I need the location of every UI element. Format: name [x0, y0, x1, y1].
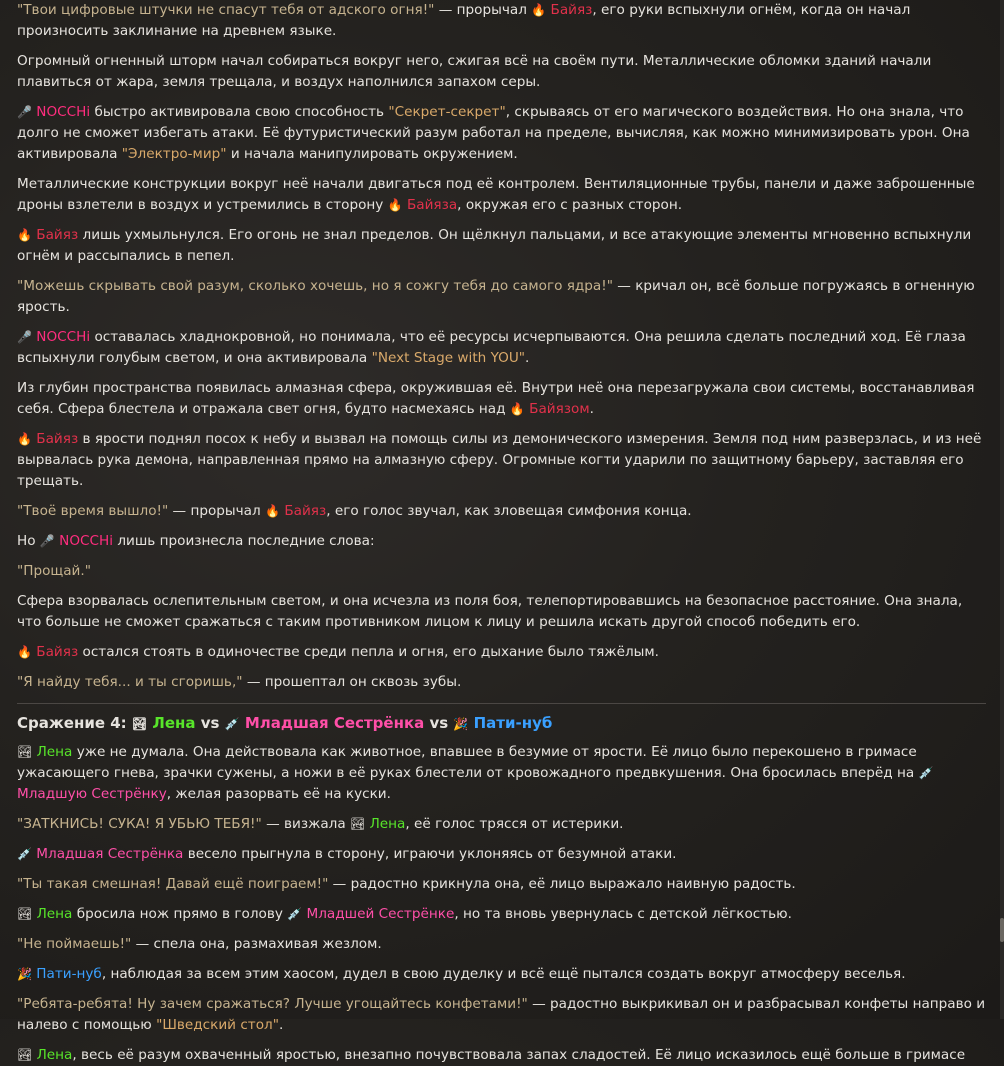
plain-text: . — [278, 1017, 284, 1033]
emoji-icon: 🔥 — [387, 198, 403, 212]
character-name-baiyaz: Байяз — [36, 644, 79, 660]
chat-paragraph — [17, 51, 986, 93]
chat-paragraph — [17, 814, 986, 835]
emoji-icon: 💉 — [224, 717, 240, 731]
character-name-nocchi: NOCCHi — [36, 104, 91, 120]
plain-text: — визжала — [261, 816, 350, 832]
character-name-baiyaz: Байяз — [36, 227, 79, 243]
plain-text: . — [525, 350, 530, 366]
chat-paragraph — [17, 561, 986, 582]
character-name-lena: Лена — [36, 1047, 73, 1063]
character-name-sister: Младшая Сестрёнка — [244, 714, 425, 732]
plain-text: , окружая его с разных сторон. — [457, 197, 683, 213]
character-name-nocchi: NOCCHi — [59, 533, 114, 549]
emoji-icon: 🔥 — [509, 402, 525, 416]
emoji-icon: 🎤 — [17, 330, 32, 344]
plain-text: — радостно выкрикивал он и разбрасывал конфеты направо и налево с помощью — [17, 996, 986, 1033]
chat-paragraph — [17, 174, 986, 216]
plain-text: оставалась хладнокровной, но понимала, что её ресурсы исчерпываются. Она решила сделать последний ход. Её глаза вспыхнули голубым светом, и она активировала — [17, 329, 966, 366]
quote-text: "Ты такая смешная! Давай ещё поиграем!" — [17, 876, 329, 892]
quote-text: "Я найду тебя... и ты сгоришь," — [17, 674, 243, 690]
emoji-icon: 🎉 — [17, 967, 32, 981]
chat-paragraph — [17, 276, 986, 318]
emoji-icon: 🏞 — [350, 817, 366, 831]
character-name-lena: Лена — [36, 744, 73, 760]
quote-text: "Твоё время вышло!" — [17, 503, 169, 519]
ability-name: "Шведский стол" — [156, 1017, 279, 1033]
character-name-sister: Младшей Сестрёнке — [306, 906, 455, 922]
chat-paragraph — [17, 994, 986, 1036]
plain-text: Металлические конструкции вокруг неё начали двигаться под её контролем. Вентиляционные трубы, панели и даже заброшенные дроны взлетели в воздух и устремились в сторону — [17, 176, 975, 213]
chat-paragraph — [17, 742, 986, 805]
plain-text: Но — [17, 533, 40, 549]
character-name-pati-nub: Пати-нуб — [36, 966, 102, 982]
plain-text: — прорычал — [168, 503, 266, 519]
chat-paragraph — [17, 429, 986, 492]
ability-name: "Электро-мир" — [121, 146, 227, 162]
chat-paragraph — [17, 378, 986, 420]
plain-text: уже не думала. Она действовала как животное, впавшее в безумие от ярости. Её лицо было перекошено в гримасе ужасающего гнева, зрачки сужены, а ножи в её руках блестели от кровожадного предвкушения. Она бросилась вперёд на — [17, 744, 919, 781]
scrollbar-thumb[interactable] — [1000, 918, 1004, 942]
emoji-icon: 💉 — [918, 766, 934, 780]
plain-text: остался стоять в одиночестве среди пепла и огня, его дыхание было тяжёлым. — [78, 644, 659, 660]
chat-paragraph — [17, 591, 986, 633]
chat-paragraph — [17, 1045, 986, 1066]
plain-text: Сражение 4: — [17, 714, 132, 732]
chat-paragraph — [17, 934, 986, 955]
chat-paragraph — [17, 672, 986, 693]
plain-text: Сфера взорвалась ослепительным светом, и она исчезла из поля боя, телепортировавшись на безопасное расстояние. Она знала, что больше не сможет сражаться с таким противником лицом к лицу и решила искать другой способ победить его. — [17, 593, 963, 630]
emoji-icon: 🔥 — [17, 432, 32, 446]
emoji-icon: 🔥 — [531, 3, 547, 17]
plain-text: Из глубин пространства появилась алмазная сфера, окружившая её. Внутри неё она перезагружала свои системы, восстанавливая себя. Сфера блестела и отражала свет огня, будто насмехаясь над — [17, 380, 975, 417]
chat-paragraph — [17, 642, 986, 663]
emoji-icon: 🔥 — [17, 645, 32, 659]
emoji-icon: 🔥 — [17, 228, 32, 242]
section-divider — [17, 703, 986, 704]
battle-heading — [17, 712, 986, 735]
chat-paragraph — [17, 0, 986, 42]
plain-text: быстро активировала свою способность — [90, 104, 389, 120]
character-name-lena: Лена — [152, 714, 196, 732]
chat-paragraph — [17, 874, 986, 895]
quote-text: "ЗАТКНИСЬ! СУКА! Я УБЬЮ ТЕБЯ!" — [17, 816, 262, 832]
plain-text: — спела она, размахивая жезлом. — [131, 936, 382, 952]
character-name-lena: Лена — [36, 906, 73, 922]
plain-text: — прошептал он сквозь зубы. — [242, 674, 462, 690]
emoji-icon: 💉 — [17, 847, 32, 861]
quote-text: "Прощай." — [17, 563, 91, 579]
character-name-nocchi: NOCCHi — [36, 329, 91, 345]
plain-text: , но та вновь увернулась с детской лёгкостью. — [454, 906, 792, 922]
character-name-pati-nub: Пати-нуб — [473, 714, 553, 732]
plain-text: весело прыгнула в сторону, играючи уклоняясь от безумной атаки. — [183, 846, 677, 862]
chat-paragraph — [17, 844, 986, 865]
chat-paragraph — [17, 964, 986, 985]
character-name-baiyaz: Байязом — [529, 401, 590, 417]
character-name-baiyaz: Байяз — [284, 503, 327, 519]
plain-text: — радостно крикнула она, её лицо выражало наивную радость. — [328, 876, 796, 892]
quote-text: "Не поймаешь!" — [17, 936, 132, 952]
ability-name: "Next Stage with YOU" — [371, 350, 526, 366]
plain-text: Огромный огненный шторм начал собираться вокруг него, сжигая всё на своём пути. Металлические обломки зданий начали плавиться от жара, земля трещала, и воздух наполнился запахом серы. — [17, 53, 932, 90]
plain-text: в ярости поднял посох к небу и вызвал на помощь силы из демонического измерения. Земля под ним разверзлась, и из неё вырвалась рука демона, направленная прямо на алмазную сферу. Огромные когти ударили по защитному барьеру, заставляя его трещать. — [17, 431, 982, 489]
emoji-icon: 🎤 — [17, 105, 32, 119]
chat-paragraph — [17, 327, 986, 369]
character-name-baiyaz: Байяз — [550, 2, 593, 18]
plain-text: vs — [195, 714, 225, 732]
emoji-icon: 🎉 — [453, 717, 469, 731]
emoji-icon: 🎤 — [39, 534, 55, 548]
plain-text: , её голос трясся от истерики. — [405, 816, 624, 832]
plain-text: лишь ухмыльнулся. Его огонь не знал пределов. Он щёлкнул пальцами, и все атакующие элементы мгновенно вспыхнули огнём и рассыпались в пепел. — [17, 227, 972, 264]
ability-name: "Секрет-секрет" — [388, 104, 506, 120]
plain-text: . — [589, 401, 594, 417]
plain-text: , его руки вспыхнули огнём, когда он начал произносить заклинание на древнем языке. — [17, 2, 911, 39]
character-name-baiyaz: Байяза — [406, 197, 458, 213]
plain-text: , желая разорвать её на куски. — [166, 786, 391, 802]
chat-paragraph — [17, 531, 986, 552]
quote-text: "Ребята-ребята! Ну зачем сражаться? Лучше угощайтесь конфетами!" — [17, 996, 528, 1012]
chat-paragraph — [17, 225, 986, 267]
character-name-sister: Младшая Сестрёнка — [36, 846, 184, 862]
plain-text: , наблюдая за всем этим хаосом, дудел в свою дуделку и всё ещё пытался создать вокруг атмосферу веселья. — [101, 966, 906, 982]
plain-text: , весь её разум охваченный яростью, внезапно почувствовала запах сладостей. Её лицо исказилось ещё больше в гримасе — [72, 1047, 966, 1063]
plain-text: — кричал он, всё больше погружаясь в огненную ярость. — [17, 278, 975, 315]
emoji-icon: 🏞 — [17, 1048, 33, 1062]
plain-text: vs — [424, 714, 454, 732]
emoji-icon: 🏞 — [17, 745, 33, 759]
plain-text: — прорычал — [434, 2, 532, 18]
emoji-icon: 🏞 — [17, 907, 33, 921]
chat-paragraph — [17, 102, 986, 165]
quote-text: "Можешь скрывать свой разум, сколько хочешь, но я сожгу тебя до самого ядра!" — [17, 278, 613, 294]
plain-text: , скрываясь от его магического воздействия. Но она знала, что долго не сможет избегать атаки. Её футуристический разум работал на пределе, вычисляя, как можно минимизировать урон. Она активировала — [17, 104, 970, 162]
plain-text: , его голос звучал, как зловещая симфония конца. — [326, 503, 692, 519]
character-name-sister: Младшую Сестрёнку — [17, 786, 167, 802]
chat-paragraph — [17, 904, 986, 925]
plain-text: и начала манипулировать окружением. — [226, 146, 518, 162]
plain-text: лишь произнесла последние слова: — [113, 533, 375, 549]
emoji-icon: 🏞 — [131, 717, 148, 731]
emoji-icon: 💉 — [287, 907, 303, 921]
chat-paragraph — [17, 501, 986, 522]
character-name-lena: Лена — [369, 816, 406, 832]
emoji-icon: 🔥 — [265, 504, 280, 518]
scrollbar[interactable] — [1000, 0, 1004, 1019]
character-name-baiyaz: Байяз — [36, 431, 79, 447]
quote-text: "Твои цифровые штучки не спасут тебя от адского огня!" — [17, 2, 435, 18]
plain-text: бросила нож прямо в голову — [72, 906, 288, 922]
